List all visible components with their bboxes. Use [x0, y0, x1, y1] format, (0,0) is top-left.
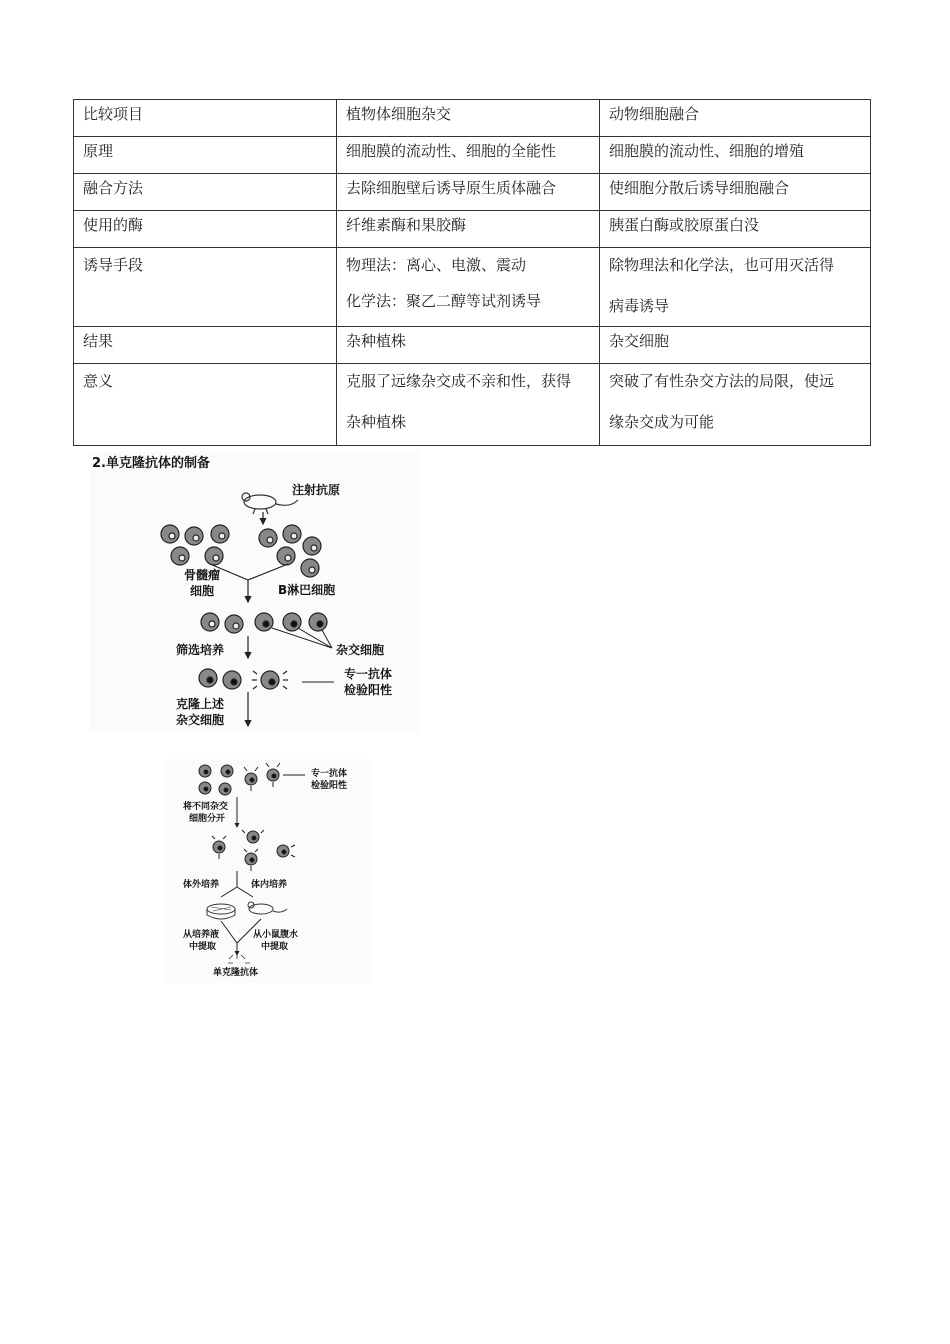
- test-positive-label-2b: 检验阳性: [311, 781, 348, 791]
- myeloma-label-1: 骨髓瘤: [184, 568, 221, 582]
- table-cell: 除物理法和化学法，也可用灭活得 病毒诱导: [600, 248, 871, 327]
- table-row: [74, 364, 871, 446]
- table-cell: 结果: [74, 327, 337, 364]
- from-medium-label-2: 中提取: [189, 942, 217, 952]
- table-cell: 胰蛋白酶或胶原蛋白没: [600, 211, 871, 248]
- hybrid-cells-top: [199, 763, 280, 795]
- table-cell: 克服了远缘杂交成不亲和性，获得 杂种植株: [337, 364, 600, 446]
- table-cell: 动物细胞融合: [600, 100, 871, 137]
- table-row: [74, 174, 871, 211]
- comparison-table: [73, 99, 871, 446]
- test-positive-label-1: 专一抗体: [344, 667, 393, 681]
- figure-heading: 2.单克隆抗体的制备: [92, 456, 210, 471]
- table-cell: 诱导手段: [74, 248, 337, 327]
- table-cell: 使用的酶: [74, 211, 337, 248]
- antibody-icon: [228, 954, 250, 963]
- selected-cells: [199, 669, 288, 689]
- table-row: [74, 137, 871, 174]
- in-vitro-label: 体外培养: [183, 880, 220, 890]
- figure1-diagram: [90, 452, 420, 732]
- screen-culture-label: 筛选培养: [176, 643, 225, 657]
- separate-label-1: 将不同杂交: [183, 802, 229, 812]
- petri-dish-icon: [207, 904, 235, 919]
- in-vivo-label: 体内培养: [251, 880, 288, 890]
- separated-cells: [212, 830, 295, 871]
- clone-label-2: 杂交细胞: [176, 713, 225, 727]
- test-positive-label-2: 检验阳性: [344, 683, 393, 697]
- table-cell: 原理: [74, 137, 337, 174]
- table-cell: 融合方法: [74, 174, 337, 211]
- inject-antigen-label: 注射抗原: [292, 483, 341, 497]
- myeloma-cells: [161, 525, 229, 565]
- table-cell: 去除细胞壁后诱导原生质体融合: [337, 174, 600, 211]
- from-medium-label-1: 从培养液: [183, 930, 220, 940]
- separate-label-2: 细胞分开: [189, 814, 226, 824]
- table-cell: 杂种植株: [337, 327, 600, 364]
- table-row: [74, 327, 871, 364]
- table-cell: 意义: [74, 364, 337, 446]
- monoclonal-figure-part2: [165, 759, 371, 983]
- b-cell-label: B淋巴细胞: [278, 583, 336, 597]
- hybrid-cell-label: 杂交细胞: [336, 643, 385, 657]
- fused-cells: [201, 613, 327, 633]
- test-positive-label-1b: 专一抗体: [311, 769, 348, 779]
- table-cell: 物理法：离心、电激、震动 化学法：聚乙二醇等试剂诱导: [337, 248, 600, 327]
- from-ascites-label-2: 中提取: [261, 942, 289, 952]
- table-row: [74, 211, 871, 248]
- table-cell: 比较项目: [74, 100, 337, 137]
- table-cell: 纤维素酶和果胶酶: [337, 211, 600, 248]
- clone-label-1: 克隆上述: [176, 697, 225, 711]
- figure2-diagram: [165, 759, 371, 983]
- table-cell: 植物体细胞杂交: [337, 100, 600, 137]
- b-lymphocyte-cells: [259, 525, 321, 577]
- mouse-icon: [242, 493, 298, 514]
- monoclonal-figure-part1: [90, 452, 420, 732]
- table-cell: 杂交细胞: [600, 327, 871, 364]
- myeloma-label-2: 细胞: [190, 584, 215, 598]
- from-ascites-label-1: 从小鼠腹水: [253, 930, 299, 940]
- table-cell: 突破了有性杂交方法的局限，使远 缘杂交成为可能: [600, 364, 871, 446]
- table-row: [74, 100, 871, 137]
- monoclonal-antibody-label: 单克隆抗体: [213, 968, 259, 978]
- table-cell: 细胞膜的流动性、细胞的增殖: [600, 137, 871, 174]
- table-row: [74, 248, 871, 327]
- table-cell: 细胞膜的流动性、细胞的全能性: [337, 137, 600, 174]
- table-cell: 使细胞分散后诱导细胞融合: [600, 174, 871, 211]
- mouse-icon: [248, 902, 287, 914]
